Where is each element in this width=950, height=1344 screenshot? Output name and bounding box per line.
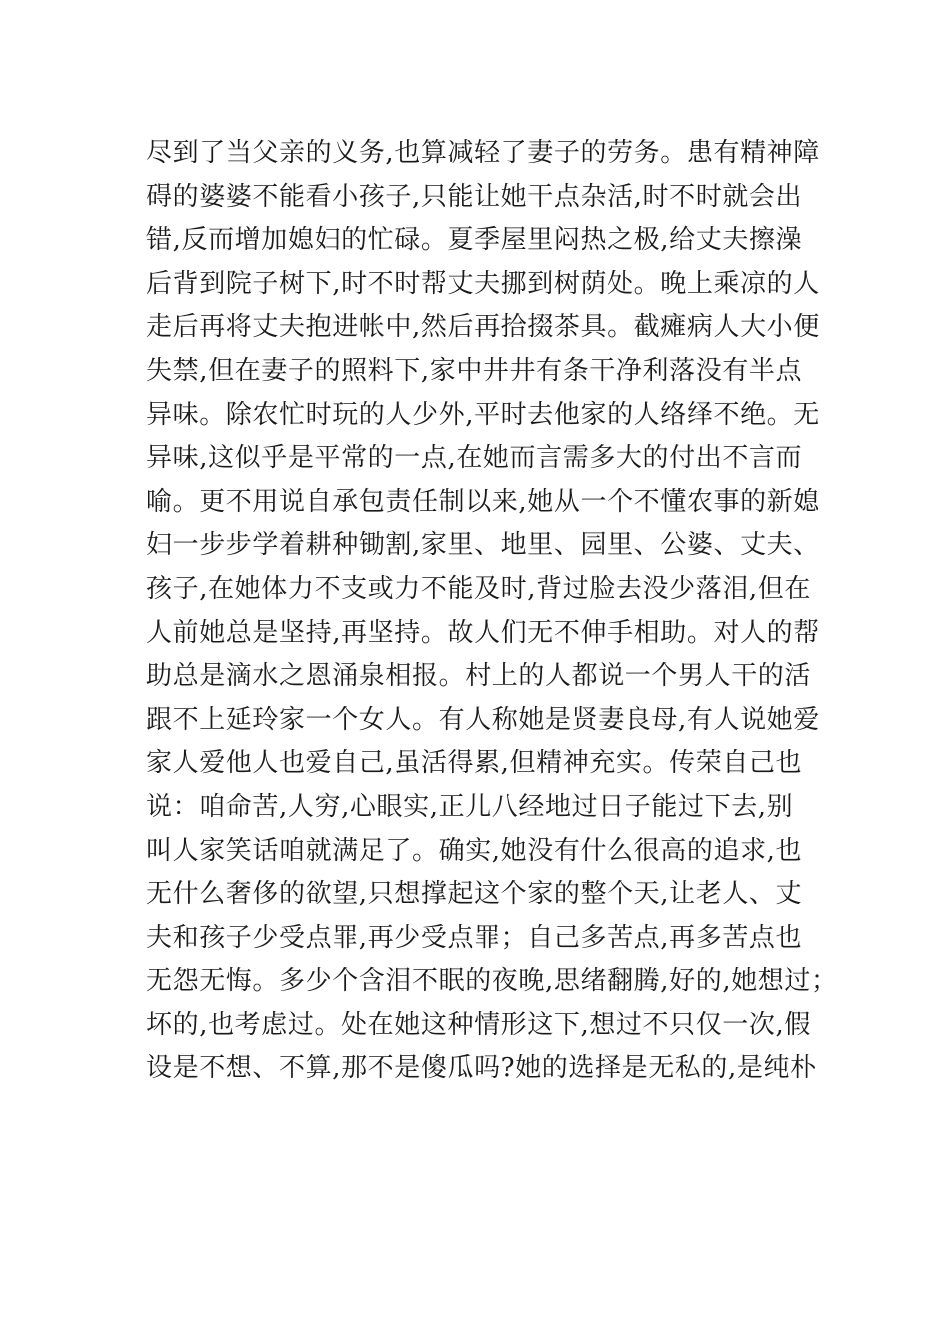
text-line: 跟不上延玲家一个女人。有人称她是贤妻良母,有人说她爱 — [146, 704, 820, 735]
text-line: 走后再将丈夫抱进帐中,然后再拾掇茶具。截瘫病人大小便 — [146, 312, 820, 343]
text-line: 无怨无悔。多少个含泪不眠的夜晚,思绪翻腾,好的,她想过； — [146, 966, 838, 997]
text-line: 错,反而增加媳妇的忙碌。夏季屋里闷热之极,给丈夫擦澡 — [146, 225, 803, 256]
text-line: 设是不想、不算,那不是傻瓜吗?她的选择是无私的,是纯朴 — [146, 1053, 817, 1084]
text-line: 妇一步步学着耕种锄割,家里、地里、园里、公婆、丈夫、 — [146, 530, 820, 561]
text-line: 后背到院子树下,时不时帮丈夫挪到树荫处。晚上乘凉的人 — [146, 268, 820, 299]
text-line: 说：咱命苦,人穷,心眼实,正儿八经地过日子能过下去,别 — [146, 791, 794, 822]
text-line: 喻。更不用说自承包责任制以来,她从一个不懂农事的新媳 — [146, 486, 820, 517]
text-line: 尽到了当父亲的义务,也算减轻了妻子的劳务。患有精神障 — [146, 138, 820, 168]
body-text — [146, 132, 838, 1091]
text-line: 孩子,在她体力不支或力不能及时,背过脸去没少落泪,但在 — [146, 573, 811, 604]
text-line: 坏的,也考虑过。处在她这种情形这下,想过不只仅一次,假 — [146, 1009, 811, 1040]
text-line: 无什么奢侈的欲望,只想撑起这个家的整个天,让老人、丈 — [146, 879, 803, 910]
text-line: 助总是滴水之恩涌泉相报。村上的人都说一个男人干的活 — [146, 661, 812, 692]
text-line: 异味,这似乎是平常的一点,在她而言需多大的付出不言而 — [146, 443, 803, 474]
text-line: 夫和孩子少受点罪,再少受点罪；自己多苦点,再多苦点也 — [146, 922, 803, 953]
text-line: 家人爱他人也爱自己,虽活得累,但精神充实。传荣自己也 — [146, 748, 803, 779]
text-line: 异味。除农忙时玩的人少外,平时去他家的人络绎不绝。无 — [146, 399, 820, 430]
text-line: 人前她总是坚持,再坚持。故人们无不伸手相助。对人的帮 — [146, 617, 820, 648]
text-line: 叫人家笑话咱就满足了。确实,她没有什么很高的追求,也 — [146, 835, 803, 866]
text-line: 失禁,但在妻子的照料下,家中井井有条干净利落没有半点 — [146, 355, 803, 386]
text-line: 碍的婆婆不能看小孩子,只能让她干点杂活,时不时就会出 — [146, 181, 803, 212]
